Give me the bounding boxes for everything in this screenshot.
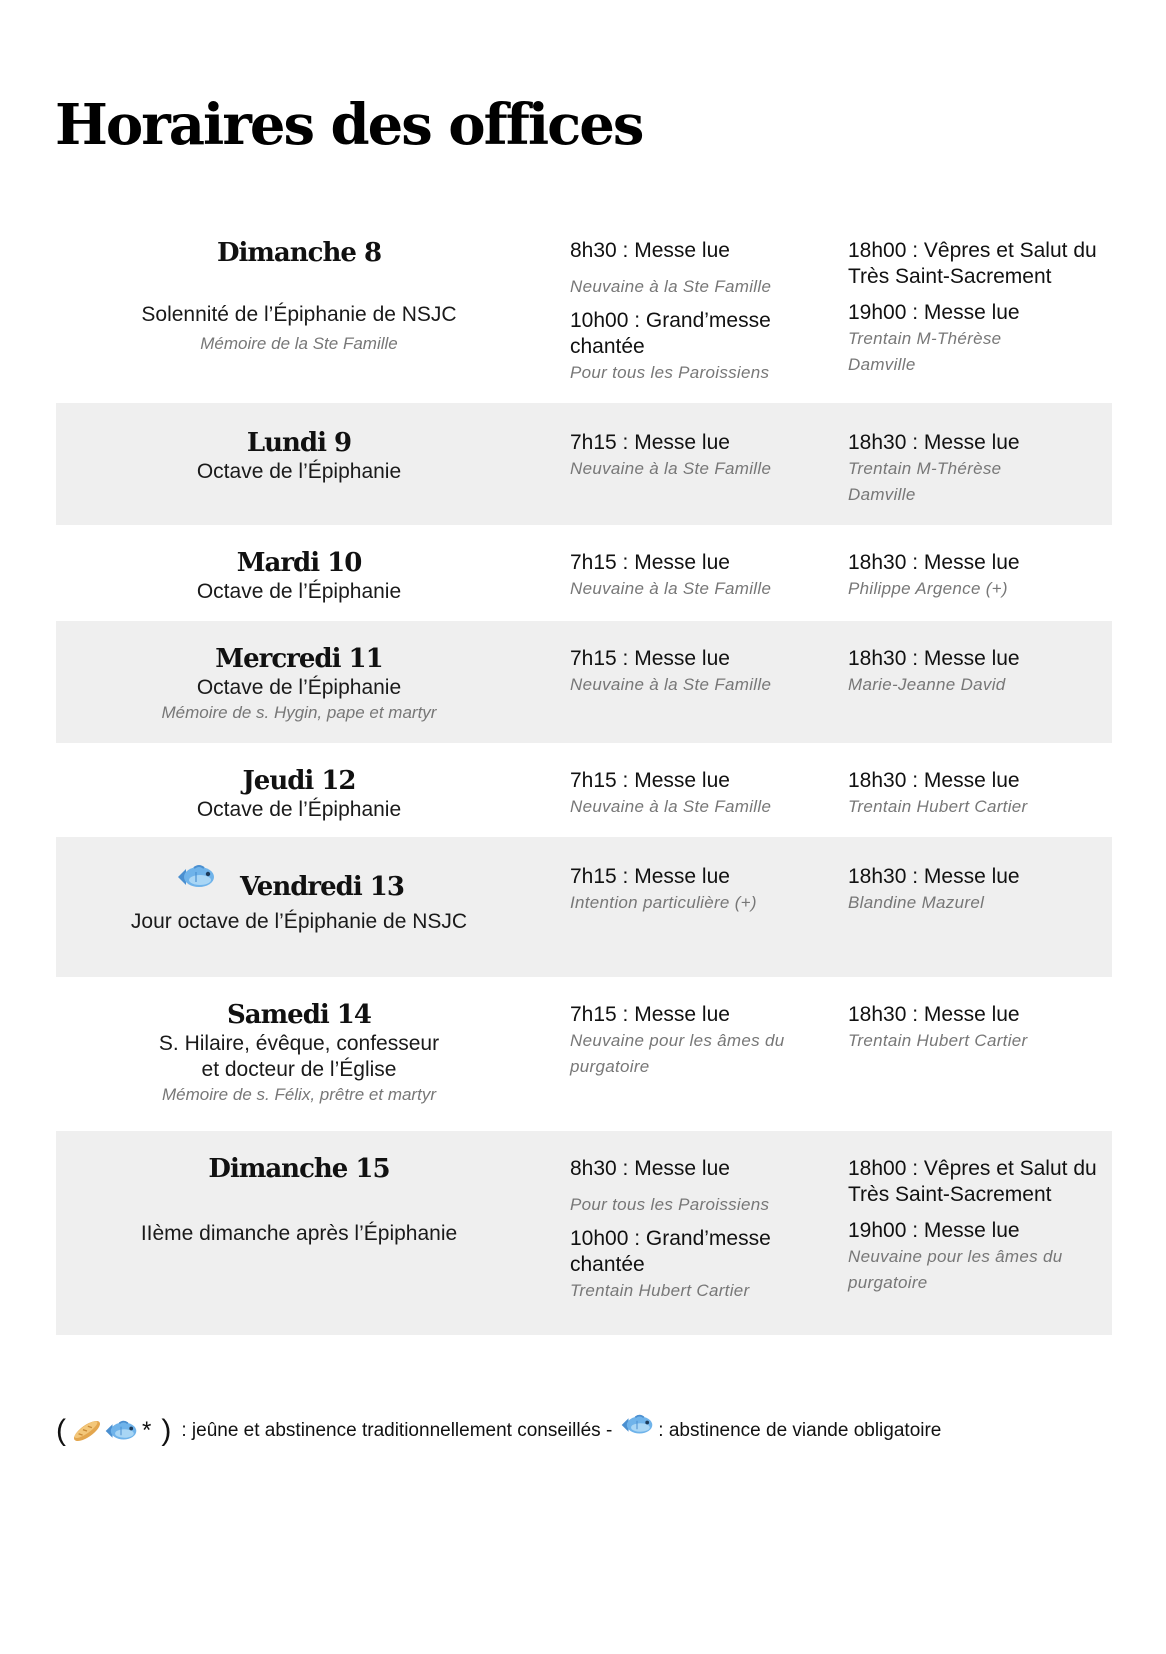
- morning-masses: [570, 403, 820, 482]
- schedule-row: [56, 621, 1112, 743]
- evening-masses: [848, 743, 1112, 820]
- legend-text-fasting: : jeûne et abstinence traditionnellement conseillés -: [181, 1420, 613, 1441]
- mass-intention: Neuvaine à la Ste Famille: [570, 675, 772, 694]
- evening-masses: [848, 525, 1112, 602]
- mass-time: 7h15 : Messe lue: [570, 865, 730, 888]
- legend-close-paren: ): [161, 1414, 172, 1447]
- evening-masses: [848, 977, 1112, 1054]
- mass-intention: Pour tous les Paroissiens: [570, 363, 770, 382]
- feast-name: Octave de l’Épiphanie: [196, 460, 402, 483]
- day-cell: [56, 525, 542, 605]
- page-title: Horaires des offices: [55, 92, 643, 158]
- mass-time: 19h00 : Messe lue: [848, 301, 1020, 324]
- schedule-row: [56, 977, 1112, 1131]
- morning-masses: [570, 235, 820, 386]
- feast-name: Jour octave de l’Épiphanie de NSJC: [130, 910, 468, 933]
- mass-intention: Trentain Hubert Cartier: [848, 1031, 1028, 1050]
- feast-name: Octave de l’Épiphanie: [196, 798, 402, 821]
- evening-masses: [848, 403, 1112, 508]
- mass-time: 18h00 : Vêpres et Salut du Très Saint-Sacrement: [848, 1157, 1097, 1206]
- day-name: Dimanche 8: [216, 238, 382, 268]
- mass-intention: Trentain Hubert Cartier: [570, 1281, 750, 1300]
- mass-time: 18h30 : Messe lue: [848, 551, 1020, 574]
- day-name: Mercredi 11: [215, 644, 383, 674]
- day-name: Lundi 9: [246, 428, 352, 458]
- mass-time: 18h30 : Messe lue: [848, 647, 1020, 670]
- mass-time: 18h30 : Messe lue: [848, 769, 1020, 792]
- morning-masses: [570, 621, 820, 698]
- day-name: Jeudi 12: [242, 766, 356, 796]
- memory-note: Mémoire de s. Félix, prêtre et martyr: [162, 1085, 436, 1104]
- mass-time: 7h15 : Messe lue: [570, 769, 730, 792]
- evening-masses: [848, 235, 1112, 378]
- evening-masses: [848, 621, 1112, 698]
- mass-intention: Neuvaine à la Ste Famille: [570, 277, 772, 296]
- mass-intention: Neuvaine pour les âmes du purgatoire: [570, 1031, 785, 1076]
- mass-time: 10h00 : Grand’messe chantée: [570, 309, 771, 358]
- legend: [56, 1414, 941, 1448]
- mass-intention: Trentain M-Thérèse Damville: [848, 329, 1002, 374]
- mass-intention: Blandine Mazurel: [848, 893, 985, 912]
- feast-name: S. Hilaire, évêque, confesseur: [158, 1032, 440, 1055]
- day-cell: [56, 403, 542, 485]
- mass-intention: Trentain Hubert Cartier: [848, 797, 1028, 816]
- morning-masses: [570, 743, 820, 820]
- mass-time: 18h30 : Messe lue: [848, 1003, 1020, 1026]
- day-cell: [56, 235, 542, 356]
- mass-time: 8h30 : Messe lue: [570, 239, 730, 262]
- fish-icon: [104, 1419, 138, 1443]
- fish-icon: [176, 863, 216, 891]
- mass-intention: Trentain M-Thérèse Damville: [848, 459, 1002, 504]
- mass-intention: Philippe Argence (+): [848, 579, 1008, 598]
- mass-intention: Pour tous les Paroissiens: [570, 1195, 770, 1214]
- mass-time: 10h00 : Grand’messe chantée: [570, 1227, 771, 1276]
- feast-name: IIème dimanche après l’Épiphanie: [140, 1222, 458, 1245]
- day-cell: [56, 837, 542, 935]
- fish-icon: [620, 1413, 654, 1437]
- day-name: Dimanche 15: [208, 1154, 390, 1184]
- day-cell: [56, 621, 542, 725]
- mass-time: 8h30 : Messe lue: [570, 1157, 730, 1180]
- mass-time: 7h15 : Messe lue: [570, 647, 730, 670]
- feast-name: Octave de l’Épiphanie: [196, 676, 402, 699]
- memory-note: Mémoire de la Ste Famille: [200, 334, 398, 353]
- day-name: Mardi 10: [236, 548, 362, 578]
- morning-masses: [570, 837, 820, 916]
- legend-text-abstinence: : abstinence de viande obligatoire: [658, 1420, 942, 1441]
- morning-masses: [570, 1131, 820, 1304]
- bread-icon: [70, 1418, 104, 1444]
- legend-open-paren: (: [56, 1414, 66, 1447]
- day-name: Vendredi 13: [240, 872, 404, 902]
- legend-star: *: [142, 1417, 152, 1444]
- mass-time: 7h15 : Messe lue: [570, 1003, 730, 1026]
- mass-time: 18h30 : Messe lue: [848, 431, 1020, 454]
- morning-masses: [570, 525, 820, 602]
- mass-time: 19h00 : Messe lue: [848, 1219, 1020, 1242]
- mass-intention: Neuvaine à la Ste Famille: [570, 797, 772, 816]
- day-cell: [56, 743, 542, 823]
- schedule-row: [56, 403, 1112, 525]
- mass-intention: Marie-Jeanne David: [848, 675, 1006, 694]
- feast-name: Octave de l’Épiphanie: [196, 580, 402, 603]
- schedule-row: [56, 743, 1112, 837]
- mass-time: 18h30 : Messe lue: [848, 865, 1020, 888]
- memory-note: Mémoire de s. Hygin, pape et martyr: [161, 703, 437, 722]
- day-cell: [56, 1131, 542, 1247]
- mass-intention: Neuvaine à la Ste Famille: [570, 579, 772, 598]
- mass-intention: Neuvaine à la Ste Famille: [570, 459, 772, 478]
- schedule-table: [56, 235, 1112, 1335]
- morning-masses: [570, 977, 820, 1080]
- mass-intention: Neuvaine pour les âmes du purgatoire: [848, 1247, 1063, 1292]
- feast-name-continued: et docteur de l’Église: [201, 1058, 397, 1081]
- schedule-row: [56, 525, 1112, 621]
- feast-name: Solennité de l’Épiphanie de NSJC: [141, 303, 457, 326]
- schedule-row: [56, 1131, 1112, 1335]
- mass-intention: Intention particulière (+): [570, 893, 757, 912]
- mass-time: 18h00 : Vêpres et Salut du Très Saint-Sacrement: [848, 239, 1097, 288]
- schedule-row: [56, 837, 1112, 977]
- day-name: Samedi 14: [227, 1000, 371, 1030]
- day-cell: [56, 977, 542, 1107]
- evening-masses: [848, 837, 1112, 916]
- mass-time: 7h15 : Messe lue: [570, 551, 730, 574]
- evening-masses: [848, 1131, 1112, 1296]
- schedule-row: [56, 235, 1112, 403]
- mass-time: 7h15 : Messe lue: [570, 431, 730, 454]
